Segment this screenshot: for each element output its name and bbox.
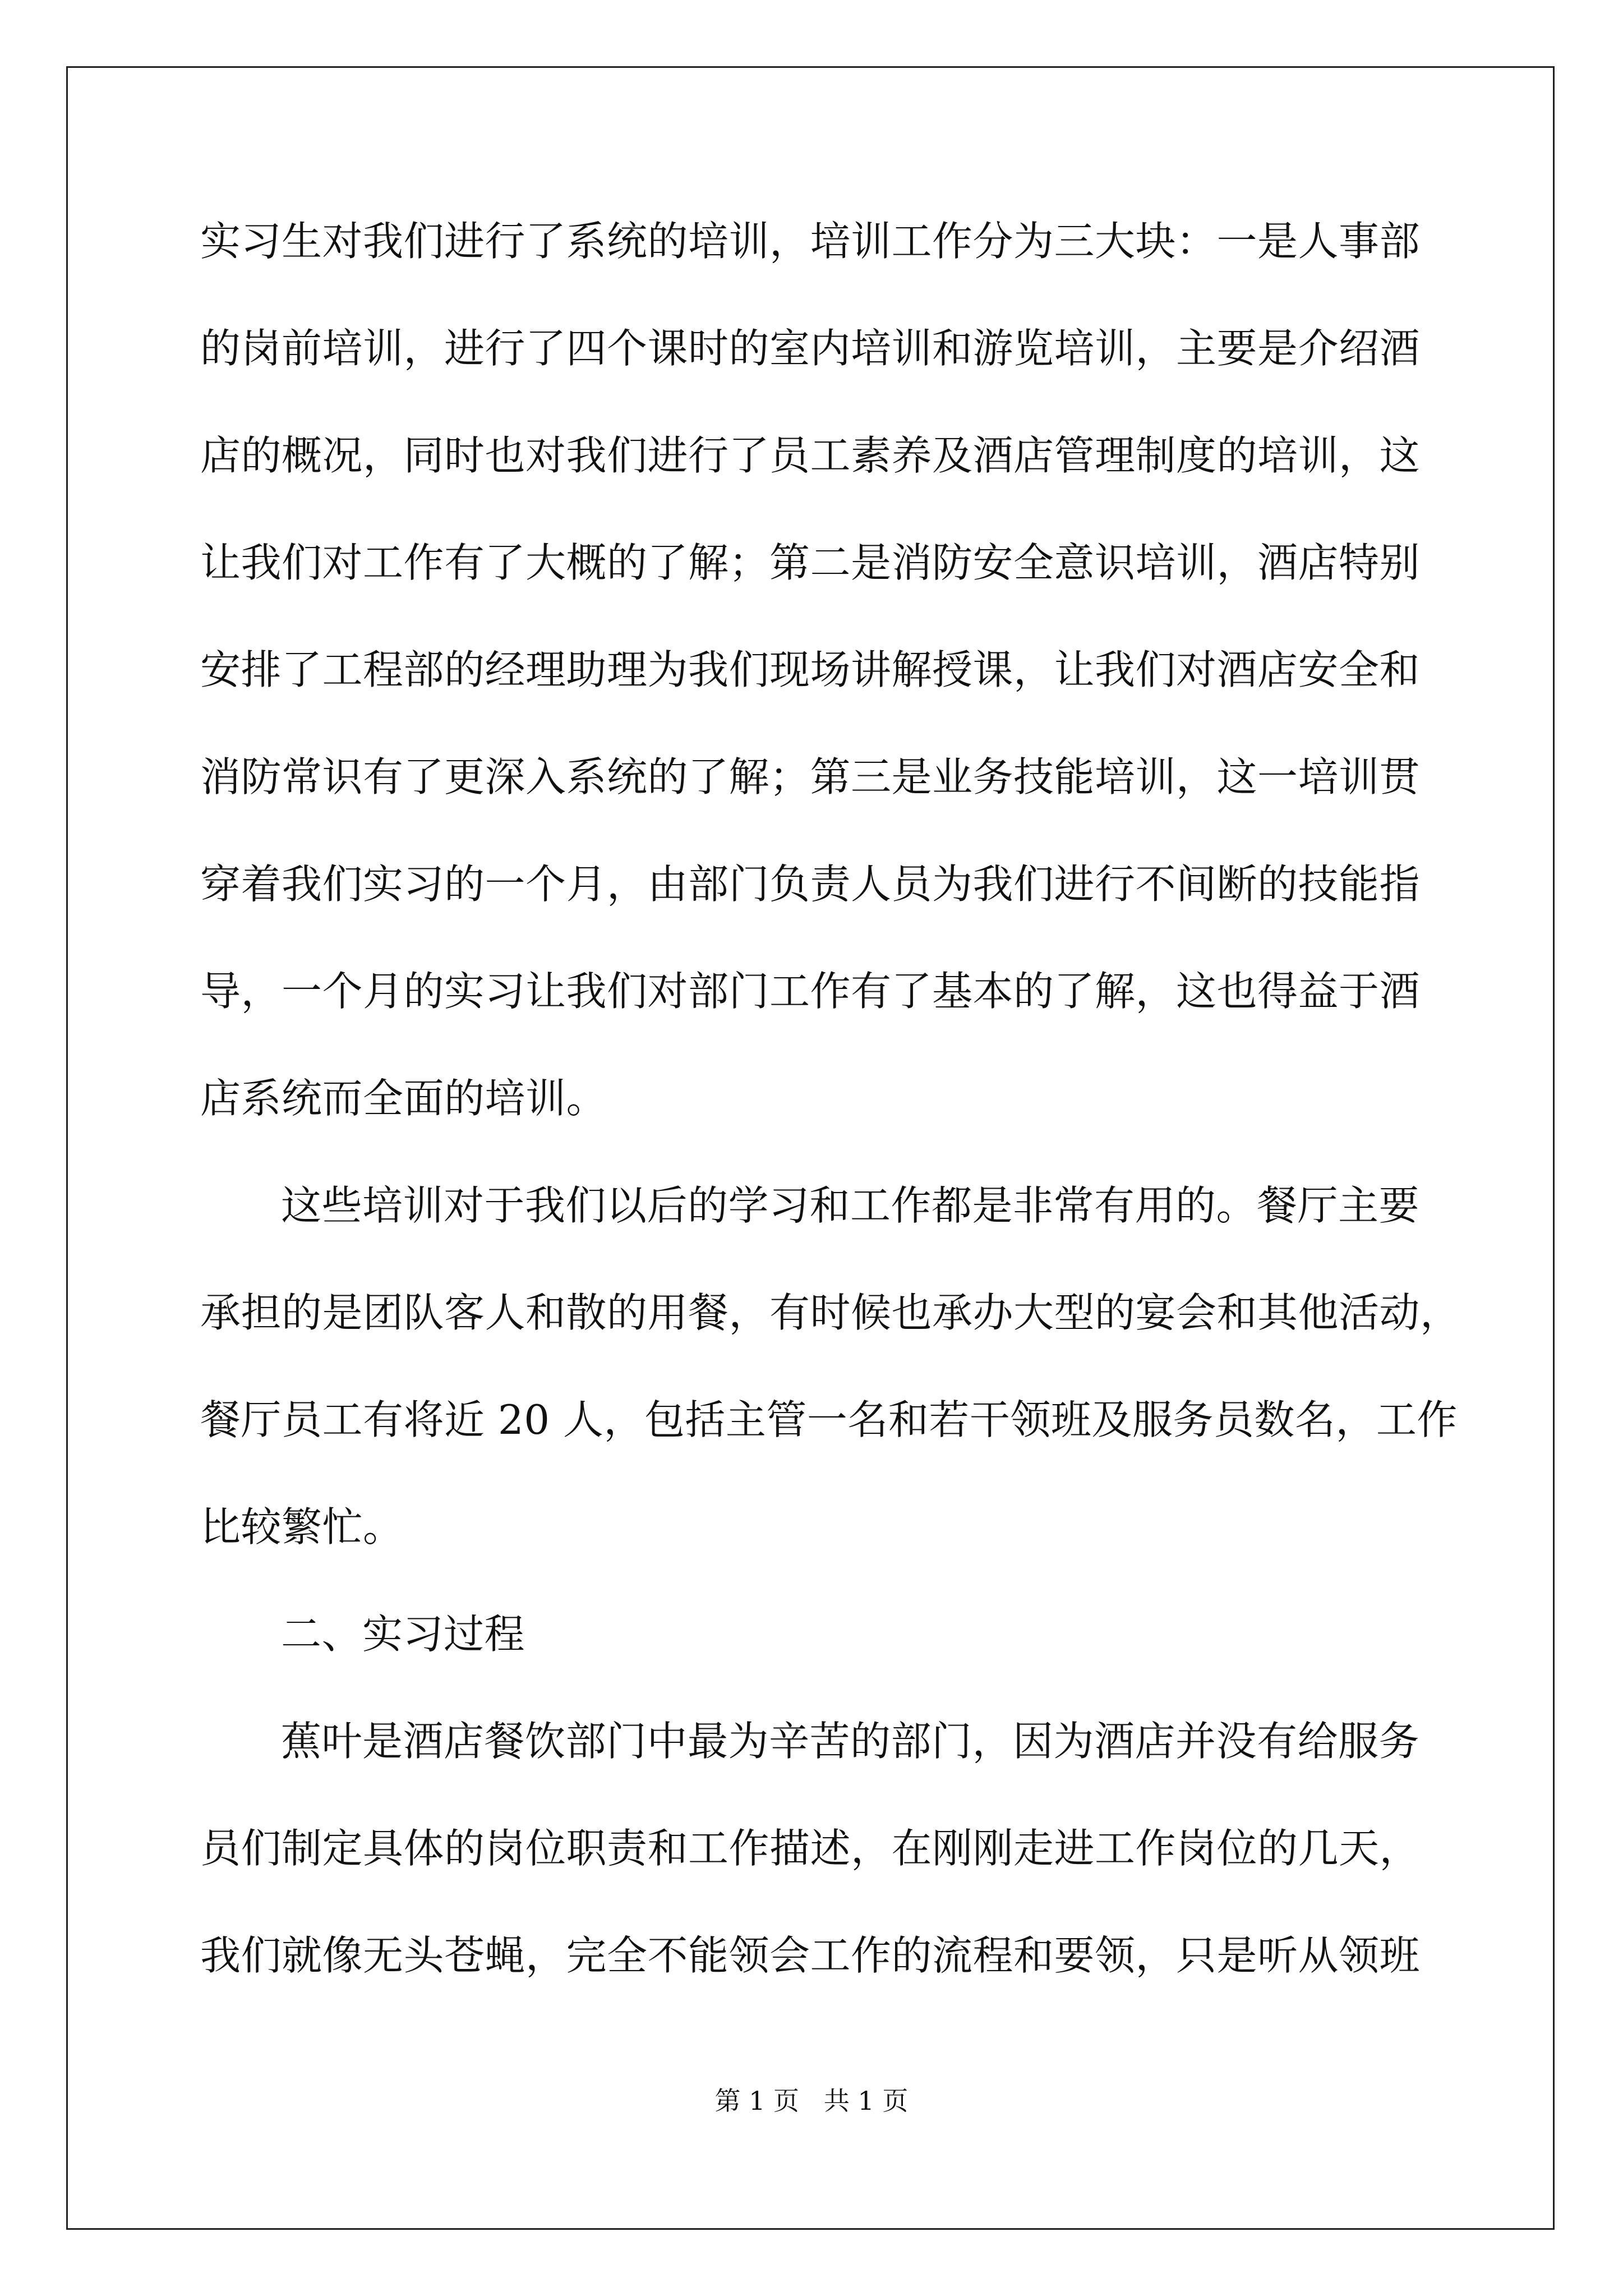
text-line: 消防常识有了更深入系统的了解；第三是业务技能培训，这一培训贯 bbox=[200, 753, 1421, 800]
text-line: 比较繁忙。 bbox=[200, 1503, 404, 1550]
page-number-footer: 第 1 页 共 1 页 bbox=[714, 2086, 909, 2116]
text-line: 员们制定具体的岗位职责和工作描述，在刚刚走进工作岗位的几天， bbox=[200, 1825, 1421, 1872]
text-line: 穿着我们实习的一个月，由部门负责人员为我们进行不间断的技能指 bbox=[200, 861, 1421, 908]
text-line: 餐厅员工有将近 20 人，包括主管一名和若干领班及服务员数名，工作 bbox=[200, 1396, 1458, 1443]
text-line: 承担的是团队客人和散的用餐，有时候也承办大型的宴会和其他活动， bbox=[200, 1289, 1461, 1336]
text-line: 安排了工程部的经理助理为我们现场讲解授课，让我们对酒店安全和 bbox=[200, 646, 1421, 693]
text-line: 让我们对工作有了大概的了解；第二是消防安全意识培训，酒店特别 bbox=[200, 539, 1421, 586]
text-line: 店的概况，同时也对我们进行了员工素养及酒店管理制度的培训，这 bbox=[200, 432, 1421, 479]
text-line: 导，一个月的实习让我们对部门工作有了基本的了解，这也得益于酒 bbox=[200, 968, 1421, 1015]
text-line: 我们就像无头苍蝇，完全不能领会工作的流程和要领，只是听从领班 bbox=[200, 1932, 1421, 1979]
text-line: 的岗前培训，进行了四个课时的室内培训和游览培训，主要是介绍酒 bbox=[200, 325, 1421, 372]
text-line: 实习生对我们进行了系统的培训，培训工作分为三大块：一是人事部 bbox=[200, 218, 1421, 265]
paragraph-first-line: 蕉叶是酒店餐饮部门中最为辛苦的部门，因为酒店并没有给服务 bbox=[281, 1718, 1420, 1765]
section-heading: 二、实习过程 bbox=[281, 1611, 525, 1658]
paragraph-first-line: 这些培训对于我们以后的学习和工作都是非常有用的。餐厅主要 bbox=[281, 1182, 1420, 1229]
document-body bbox=[200, 213, 1461, 2035]
text-line: 店系统而全面的培训。 bbox=[200, 1075, 607, 1122]
